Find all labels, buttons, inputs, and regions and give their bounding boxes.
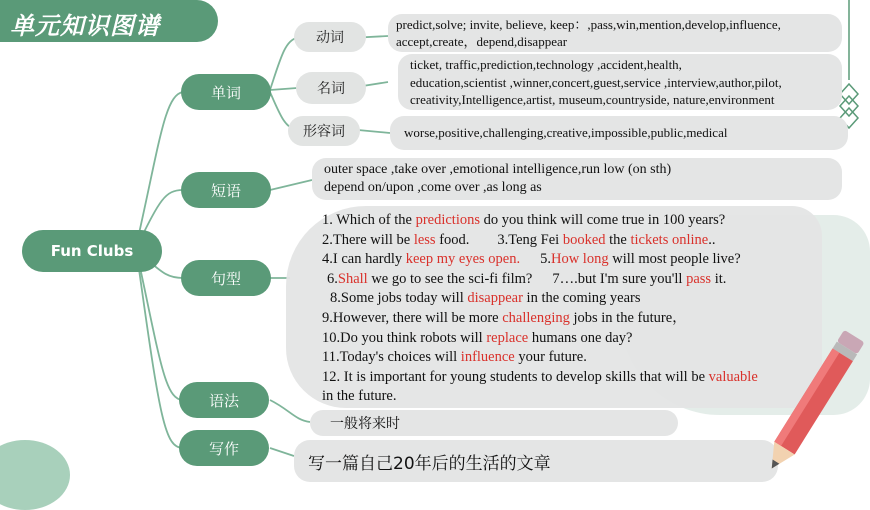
grammar-box [310, 410, 678, 436]
phrases-line-1: outer space ,take over ,emotional intelligence,run low (on sth) [324, 162, 672, 177]
verbs-line-1: predict,solve; invite, believe, keep：,pass,win,mention,develop,influence, [396, 17, 781, 32]
sub-adjectives-label: 形容词 [303, 124, 345, 140]
sentence-6-7: 6.Shall we go to see the sci-fi film? 7….but I'm sure you'll pass it. [327, 270, 727, 287]
branch-writing-label: 写作 [208, 439, 239, 458]
center-label: Fun Clubs [50, 242, 134, 260]
sub-verbs-label: 动词 [316, 30, 344, 46]
verbs-line-2: accept,create，depend,disappear [396, 34, 568, 49]
sentence-1: 1. Which of the predictions do you think will come true in 100 years? [322, 212, 726, 228]
writing-box [294, 440, 778, 482]
sub-nouns[interactable] [296, 72, 366, 104]
sentence-10: 10.Do you think robots will replace humans one day? [322, 329, 633, 346]
branch-vocab[interactable] [181, 74, 271, 110]
sentence-8: 8.Some jobs today will disappear in the coming years [330, 290, 641, 307]
verbs-box [388, 14, 842, 52]
page-title: 单元知识图谱 [10, 12, 160, 40]
branch-phrases-label: 短语 [210, 181, 241, 200]
adjectives-line: worse,positive,challenging,creative,impossible,public,medical [404, 125, 728, 140]
sentences-list [322, 211, 758, 407]
sentence-12-end: in the future. [322, 388, 397, 405]
branch-phrases[interactable] [181, 172, 271, 208]
nouns-box [398, 54, 842, 110]
pencil-icon [760, 328, 864, 480]
adjectives-box [390, 116, 848, 150]
branch-sentences[interactable] [181, 260, 271, 296]
branch-grammar-label: 语法 [208, 391, 239, 410]
sentence-12: 12. It is important for young students to develop skills that will be valuable [322, 368, 758, 385]
sentence-11: 11.Today's choices will influence your future. [322, 349, 587, 366]
sub-adjectives[interactable] [288, 116, 360, 146]
sub-nouns-label: 名词 [317, 81, 345, 97]
branch-vocab-label: 单词 [210, 83, 241, 102]
branch-sentences-label: 句型 [210, 269, 241, 288]
nouns-line-1: ticket, traffic,prediction,technology ,accident,health, [410, 57, 682, 72]
nouns-line-3: creativity,Intelligence,artist, museum,countryside, nature,environment [410, 92, 775, 107]
sentence-2-3: 2.There will be less food. 3.Teng Fei booked the tickets online.. [322, 231, 716, 248]
writing-text: 写一篇自己20年后的生活的文章 [308, 453, 551, 474]
sub-verbs[interactable] [294, 22, 366, 52]
phrases-box [312, 158, 842, 200]
nouns-line-2: education,scientist ,winner,concert,guest,service ,interview,author,pilot, [410, 74, 782, 90]
sentence-9: 9.However, there will be more challenging jobs in the future， [322, 309, 687, 326]
branch-writing[interactable] [179, 430, 269, 466]
branch-grammar[interactable] [179, 382, 269, 418]
phrases-line-2: depend on/upon ,come over ,as long as [324, 180, 542, 195]
center-node[interactable] [22, 230, 162, 272]
sentence-4-5: 4.I can hardly keep my eyes open. 5.How long will most people live? [322, 251, 741, 268]
grammar-text: 一般将来时 [330, 416, 400, 432]
